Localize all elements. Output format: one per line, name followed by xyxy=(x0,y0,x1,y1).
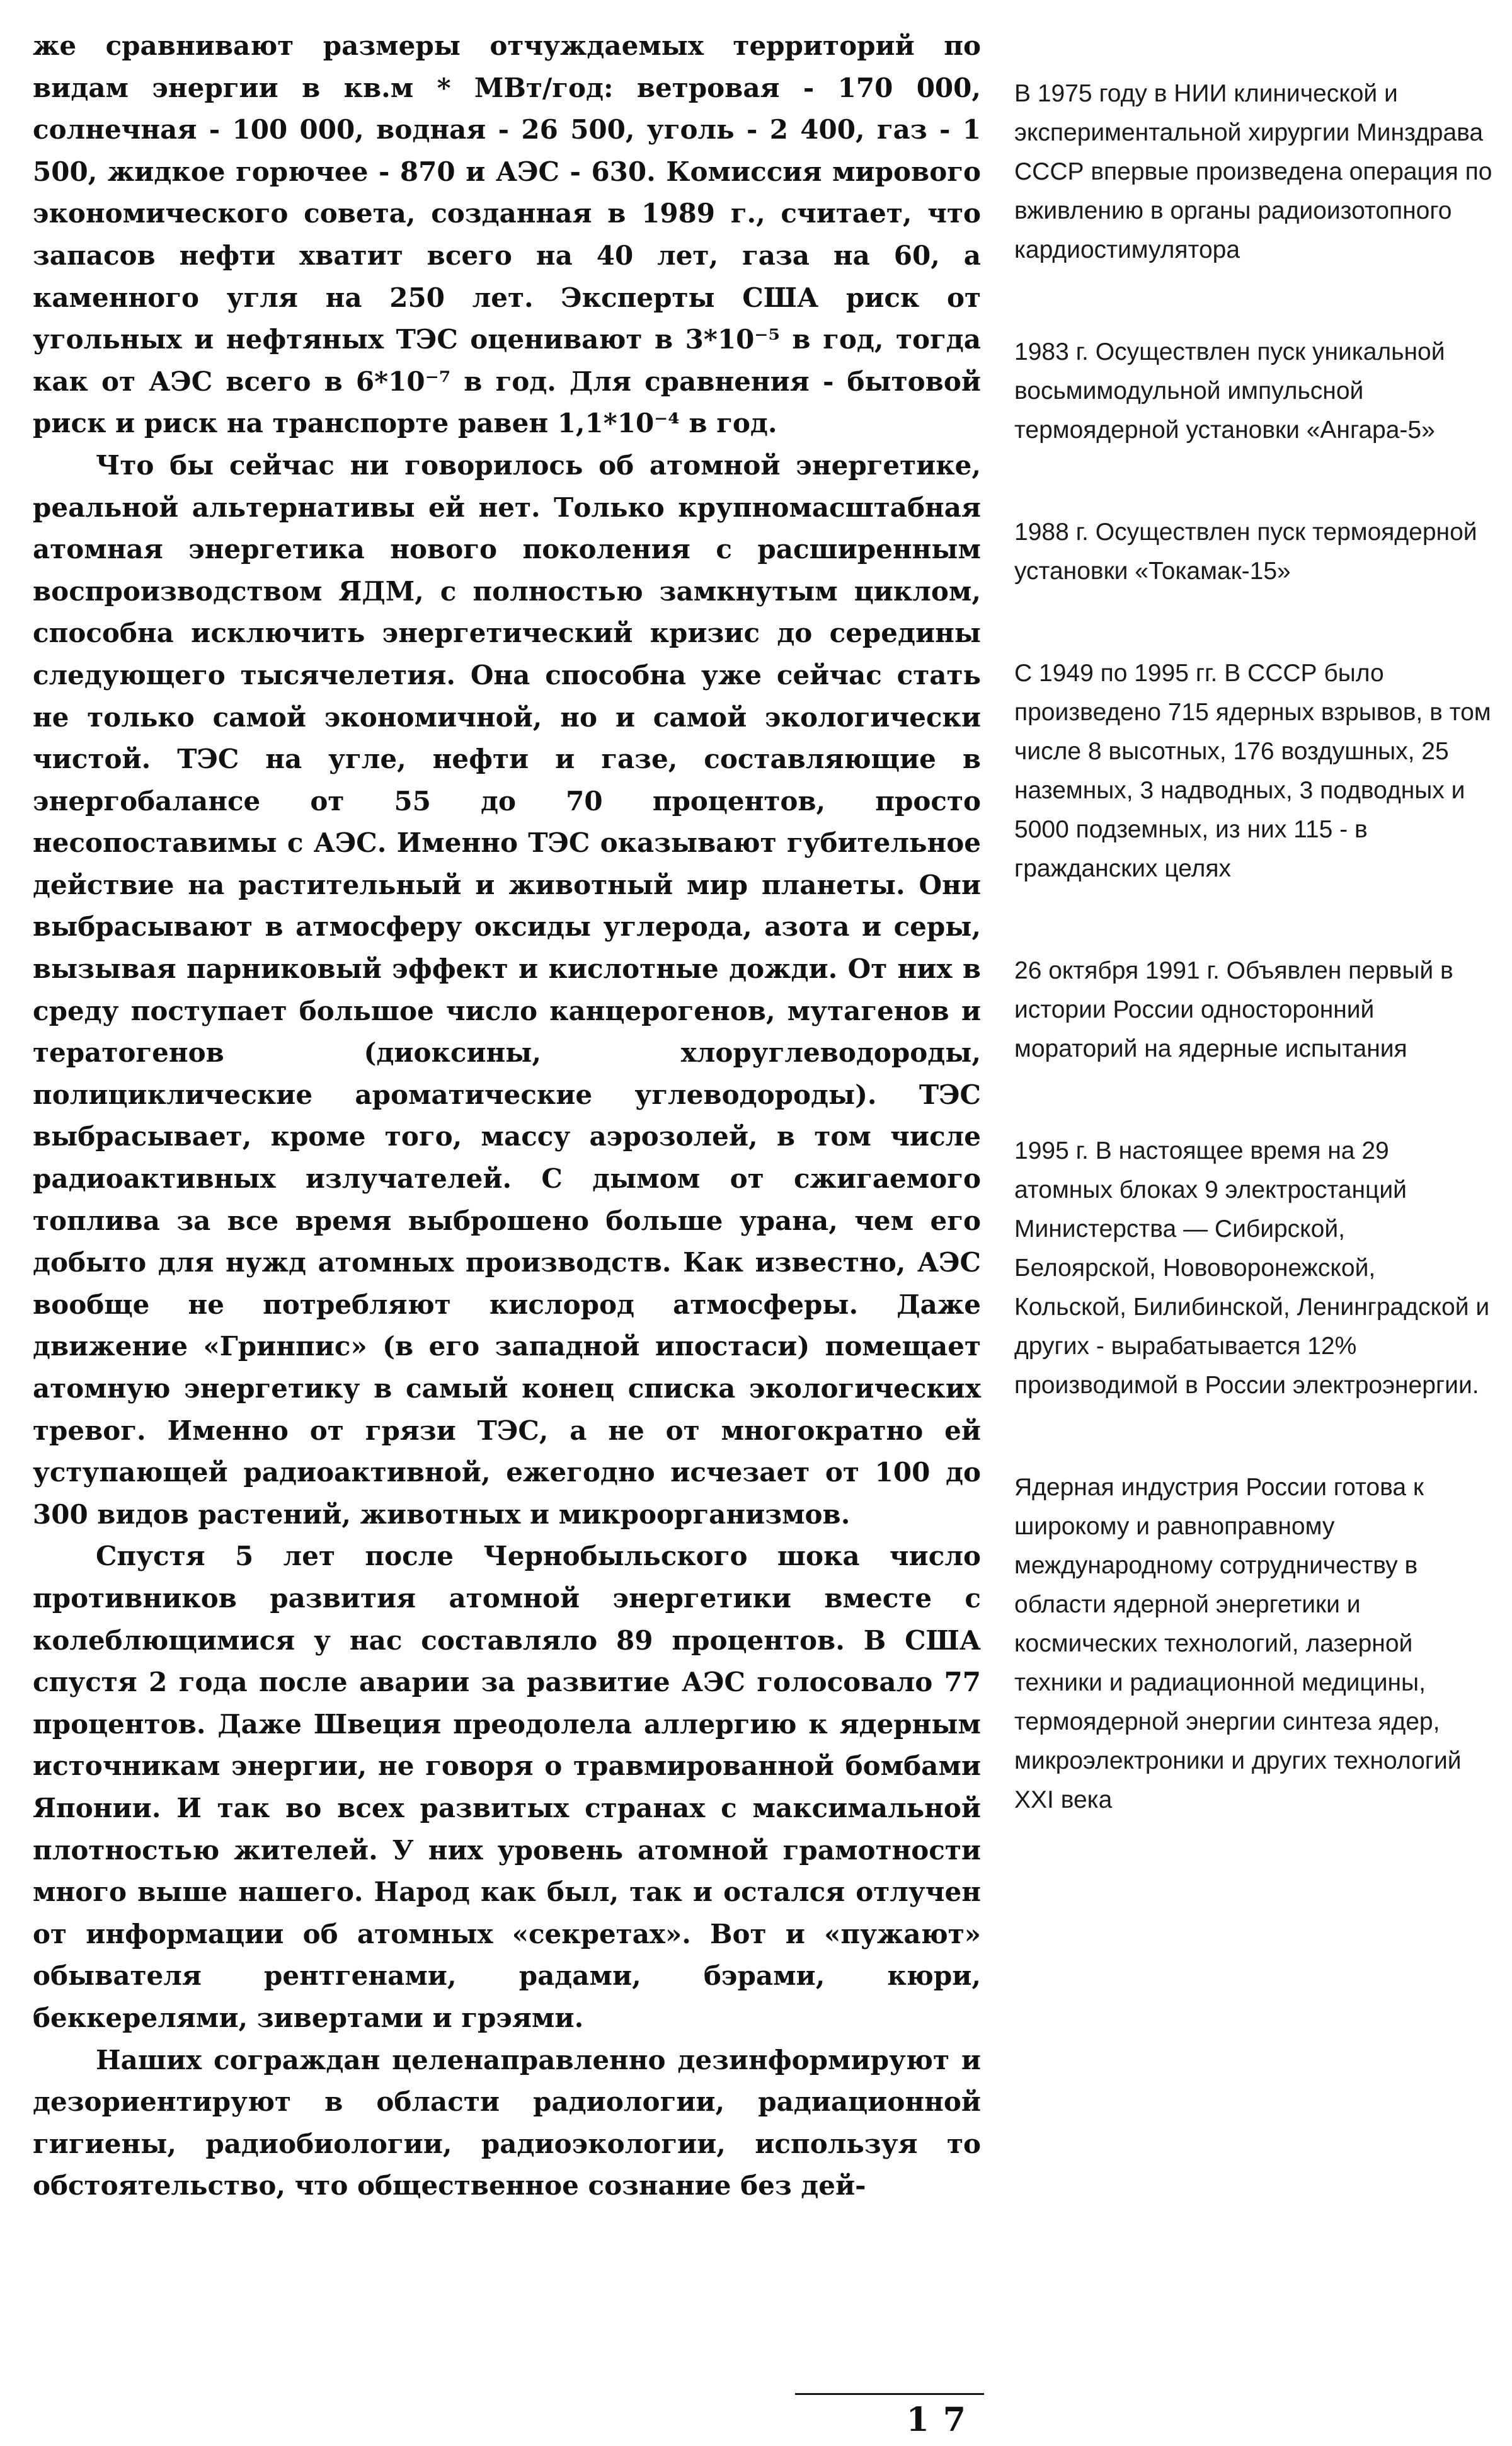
sidebar-note: 1983 г. Осуществлен пуск уникальной восьмимодульной импульсной термоядерной установки «Ангара-5» xyxy=(1014,338,1445,444)
body-paragraph: Наших сограждан целенаправленно дезинформируют и дезориентируют в области радиологии, радиационной гигиены, радиобиологии, радиоэкологии, используя то обстоятельство, что общественное сознание без дей- xyxy=(33,2044,981,2202)
body-paragraph: же сравнивают размеры отчуждаемых территорий по видам энергии в кв.м * МВт/год: ветровая - 170 000, солнечная - 100 000, водная - 26 500, уголь - 2 400, газ - 1 500, жидкое горючее - 870 и АЭС - 630. Комиссия мирового экономического совета, созданная в 1989 г., считает, что запасов нефти хватит всего на 40 лет, газа на 60, а каменного угля на 250 лет. Эксперты США риск от угольных и нефтяных ТЭС оценивают в 3*10⁻⁵ в год, тогда как от АЭС всего в 6*10⁻⁷ в год. Для сравнения - бытовой риск и риск на транспорте равен 1,1*10⁻⁴ в год. xyxy=(33,30,981,439)
footer-rule xyxy=(795,2393,984,2395)
sidebar-note: В 1975 году в НИИ клинической и экспериментальной хирургии Минздрава СССР впервые произведена операция по вживлению в органы радиоизотопного кардиостимулятора xyxy=(1014,80,1492,263)
body-paragraph: Что бы сейчас ни говорилось об атомной энергетике, реальной альтернативы ей нет. Только крупномасштабная атомная энергетика нового поколения с расширенным воспроизводством ЯДМ, с полностью замкнутым циклом, способна исключить энергетический кризис до середины следующего тысячелетия. Она способна уже сейчас стать не только самой экономичной, но и самой экологически чистой. ТЭС на угле, нефти и газе, составляющие в энергобалансе от 55 до 70 процентов, просто несопоставимы с АЭС. Именно ТЭС оказывают губительное действие на растительный и животный мир планеты. Они выбрасывают в атмосферу оксиды углерода, азота и серы, вызывая парниковый эффект и кислотные дожди. От них в среду поступает большое число канцерогенов, мутагенов и тератогенов (диоксины, хлоруглеводороды, полициклические ароматические углеводороды). ТЭС выбрасывает, кроме того, массу аэрозолей, в том числе радиоактивных излучателей. С дымом от сжигаемого топлива за все время выброшено больше урана, чем его добыто для нужд атомных производств. Как известно, АЭС вообще не потребляют кислород атмосферы. Даже движение «Гринпис» (в его западной ипостаси) помещает атомную энергетику в самый конец списка экологических тревог. Именно от грязи ТЭС, а не от многократно ей уступающей радиоактивной, ежегодно исчезает от 100 до 300 видов растений, животных и микроорганизмов. xyxy=(33,449,981,1530)
sidebar-note: 1988 г. Осуществлен пуск термоядерной установки «Токамак-15» xyxy=(1014,519,1477,585)
main-text-column xyxy=(33,25,981,2207)
body-paragraph: Спустя 5 лет после Чернобыльского шока число противников развития атомной энергетики вместе с колеблющимися у нас составляло 89 процентов. В США спустя 2 года после аварии за развитие АЭС голосовало 77 процентов. Даже Швеция преодолела аллергию к ядерным источникам энергии, не говоря о травмированной бомбами Японии. И так во всех развитых странах с максимальной плотностью жителей. У них уровень атомной грамотности много выше нашего. Народ как был, так и остался отлучен от информации об атомных «секретах». Вот и «пужают» обывателя рентгенами, радами, бэрами, кюри, беккерелями, зивертами и грэями. xyxy=(33,1541,981,2033)
sidebar-notes-column xyxy=(1014,74,1493,1883)
sidebar-note: 26 октября 1991 г. Объявлен первый в истории России односторонний мораторий на ядерные испытания xyxy=(1014,957,1453,1062)
sidebar-note: С 1949 по 1995 гг. В СССР было произведено 715 ядерных взрывов, в том числе 8 высотных, 176 воздушных, 25 наземных, 3 надводных, 3 подводных и 5000 подземных, из них 115 - в гражданских целях xyxy=(1014,660,1491,882)
sidebar-note: 1995 г. В настоящее время на 29 атомных блоках 9 электростанций Министерства — Сибирской, Белоярской, Нововоронежской, Кольской, Билибинской, Ленинградской и других - вырабатывается 12% производимой в России электроэнергии. xyxy=(1014,1137,1490,1399)
sidebar-note: Ядерная индустрия России готова к широкому и равноправному международному сотрудничеству в области ядерной энергетики и космических технологий, лазерной техники и радиационной медицины, термоядерной энергии синтеза ядер, микроэлектроники и других технологий XXI века xyxy=(1014,1474,1462,1813)
page-number: 17 xyxy=(906,2401,980,2439)
